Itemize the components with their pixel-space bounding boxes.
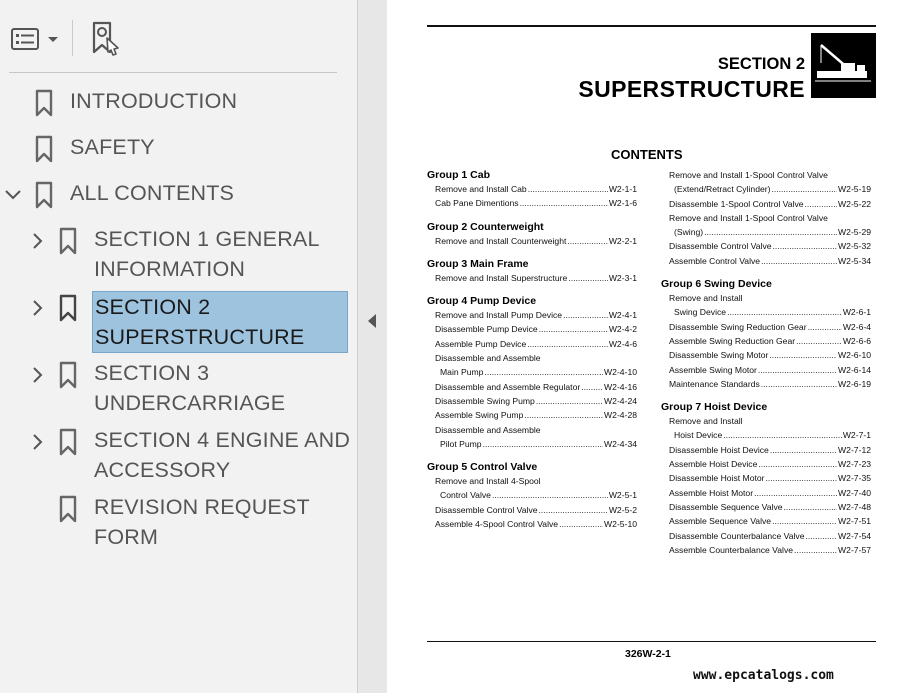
toolbar-divider: [72, 20, 73, 56]
entry-text: Cab Pane Dimentions: [435, 198, 519, 209]
contents-left-column: [427, 168, 637, 531]
entry-text: Remove and Install 1-Spool Control Valve: [669, 212, 828, 223]
contents-entry[interactable]: [427, 503, 637, 517]
contents-entry[interactable]: [427, 408, 637, 422]
crane-logo: [811, 33, 876, 98]
contents-entry[interactable]: [661, 529, 871, 543]
entry-text: Assemble 4-Spool Control Valve: [435, 519, 559, 530]
entry-text: Assemble Sequence Valve: [669, 516, 772, 527]
entry-text: Remove and Install: [669, 293, 743, 304]
bookmark-label[interactable]: [94, 358, 285, 418]
bookmark-label-line: SECTION 3: [94, 361, 210, 385]
contents-group: [427, 257, 637, 285]
leader-dots: [704, 225, 837, 239]
leader-dots: [723, 428, 842, 442]
contents-entry[interactable]: [661, 182, 871, 196]
contents-heading: CONTENTS: [611, 147, 683, 162]
leader-dots: [769, 348, 837, 362]
contents-entry[interactable]: [661, 239, 871, 253]
section-number: SECTION 2: [717, 55, 805, 73]
contents-entry[interactable]: [661, 334, 871, 348]
bookmark-label[interactable]: [94, 425, 350, 485]
entry-page: W2-6-19: [838, 378, 871, 389]
collapse-panel-button[interactable]: [366, 312, 378, 330]
bookmark-label-line: INFORMATION: [94, 257, 246, 281]
leader-dots: [758, 363, 837, 377]
leader-dots: [754, 486, 837, 500]
entry-text: Assemble Hoist Motor: [669, 487, 754, 498]
leader-dots: [808, 320, 842, 334]
leader-dots: [727, 305, 842, 319]
entry-text: Disassemble and Assemble: [435, 424, 541, 435]
entry-text: Assemble Counterbalance Valve: [669, 544, 794, 555]
entry-page: W2-2-1: [608, 235, 637, 246]
contents-group: [427, 220, 637, 248]
find-bookmark-button[interactable]: [84, 18, 124, 58]
entry-text: Disassemble and Assemble Regulator: [435, 381, 581, 392]
entry-text: Disassemble and Assemble: [435, 353, 541, 364]
expand-toggle[interactable]: [28, 298, 46, 318]
group-title: Group 2 Counterweight: [427, 220, 544, 233]
entry-page: W2-6-14: [838, 364, 871, 375]
leader-dots: [770, 443, 837, 457]
chevron-left-icon: [366, 312, 378, 330]
group-title: Group 4 Pump Device: [427, 295, 537, 308]
entry-text: Remove and Install 1-Spool Control Valve: [669, 170, 828, 180]
page-number: 326W-2-1: [625, 648, 671, 660]
bookmark-icon: [34, 135, 54, 163]
bookmark-label[interactable]: [70, 86, 237, 116]
contents-entry[interactable]: [427, 365, 637, 379]
bookmark-label-line: SECTION 2: [95, 295, 211, 319]
entry-page: W2-7-1: [842, 430, 871, 441]
entry-text: Control Valve: [440, 490, 491, 501]
entry-page: W2-7-12: [838, 444, 871, 455]
entry-page: W2-1-6: [608, 198, 637, 209]
contents-group: [661, 168, 871, 268]
bookmark-label-line: SECTION 1 GENERAL: [94, 227, 320, 251]
leader-dots: [539, 322, 608, 336]
bookmark-icon: [34, 181, 54, 209]
leader-dots: [758, 457, 837, 471]
contents-entry[interactable]: [661, 225, 871, 239]
entry-text: Disassemble Swing Pump: [435, 395, 535, 406]
group-title: Group 5 Control Valve: [427, 461, 538, 474]
contents-entry[interactable]: [661, 320, 871, 334]
entry-page: W2-3-1: [608, 272, 637, 283]
entry-page: W2-4-6: [608, 338, 637, 349]
contents-entry[interactable]: [661, 428, 871, 442]
entry-page: W2-5-2: [608, 504, 637, 515]
entry-text: Assemble Control Valve: [669, 255, 761, 266]
entry-page: W2-4-10: [604, 367, 637, 378]
contents-entry[interactable]: [427, 337, 637, 351]
entry-page: W2-7-51: [838, 516, 871, 527]
entry-text: Disassemble Control Valve: [435, 504, 538, 515]
leader-dots: [773, 239, 838, 253]
contents-entry[interactable]: [427, 308, 637, 322]
contents-group: [661, 400, 871, 557]
contents-entry[interactable]: [661, 500, 871, 514]
entry-text: Disassemble Hoist Device: [669, 444, 769, 455]
watermark-text: www.epcatalogs.com: [693, 668, 834, 683]
contents-entry[interactable]: [661, 254, 871, 268]
entry-page: W2-4-1: [608, 310, 637, 321]
entry-text: Disassemble Swing Reduction Gear: [669, 321, 807, 332]
entry-page: W2-4-16: [604, 381, 637, 392]
expand-toggle[interactable]: [28, 432, 46, 452]
bookmark-label-line: FORM: [94, 525, 159, 549]
contents-entry[interactable]: [661, 197, 871, 211]
contents-entry[interactable]: [661, 486, 871, 500]
bookmark-icon: [58, 227, 78, 255]
contents-entry[interactable]: [427, 271, 637, 285]
leader-dots: [528, 182, 608, 196]
contents-entry[interactable]: [661, 363, 871, 377]
leader-dots: [539, 503, 608, 517]
contents-entry[interactable]: [427, 488, 637, 502]
entry-page: W2-6-6: [842, 335, 871, 346]
find-bookmark-icon: [87, 20, 121, 56]
bookmark-label-line: UNDERCARRIAGE: [94, 391, 286, 415]
contents-entry[interactable]: [661, 291, 871, 305]
expand-toggle[interactable]: [28, 231, 46, 251]
entry-page: W2-4-2: [608, 324, 637, 335]
bookmark-label-line: SAFETY: [70, 135, 155, 159]
leader-dots: [771, 182, 837, 196]
entry-page: W2-4-34: [604, 438, 637, 449]
bookmark-label[interactable]: [92, 291, 348, 353]
bookmark-label-line: ACCESSORY: [94, 458, 231, 482]
contents-entry[interactable]: [661, 514, 871, 528]
bookmark-label-line: ALL CONTENTS: [70, 181, 235, 205]
group-title: Group 3 Main Frame: [427, 257, 529, 270]
header-rule: [427, 25, 876, 27]
bookmark-label-line: INTRODUCTION: [70, 89, 238, 113]
bookmarks-toolbar: [0, 0, 358, 74]
entry-text: Assemble Swing Motor: [669, 364, 757, 375]
leader-dots: [761, 377, 837, 391]
entry-text: Assemble Pump Device: [435, 338, 527, 349]
entry-page: W2-4-28: [604, 410, 637, 421]
entry-text: Main Pump: [440, 367, 484, 378]
footer-rule: [427, 641, 876, 642]
bookmark-label[interactable]: [70, 178, 234, 208]
contents-entry[interactable]: [661, 457, 871, 471]
bookmark-label-line: REVISION REQUEST: [94, 495, 310, 519]
contents-group: [427, 460, 637, 531]
entry-page: W2-6-1: [842, 307, 871, 318]
entry-text: Disassemble 1-Spool Control Valve: [669, 198, 804, 209]
bookmark-icon: [34, 89, 54, 117]
bookmark-label-line: SECTION 4 ENGINE AND: [94, 428, 351, 452]
leader-dots: [794, 543, 837, 557]
entry-text: Assemble Hoist Device: [669, 459, 758, 470]
contents-entry[interactable]: [661, 377, 871, 391]
chevron-right-icon: [31, 299, 43, 317]
entry-page: W2-4-24: [604, 395, 637, 406]
contents-right-column: [661, 168, 871, 557]
bookmark-icon: [58, 495, 78, 523]
entry-page: W2-7-54: [838, 530, 871, 541]
leader-dots: [484, 365, 603, 379]
contents-entry[interactable]: [427, 394, 637, 408]
bookmarks-panel: [0, 0, 358, 693]
entry-text: Assemble Swing Pump: [435, 410, 524, 421]
entry-text: Disassemble Control Valve: [669, 241, 772, 252]
chevron-down-icon: [46, 34, 60, 44]
entry-text: Pilot Pump: [440, 438, 482, 449]
chevron-right-icon: [31, 232, 43, 250]
chevron-right-icon: [31, 366, 43, 384]
toolbar-separator: [9, 72, 337, 73]
bookmark-label[interactable]: [70, 132, 155, 162]
bookmark-icon: [58, 361, 78, 389]
leader-dots: [492, 488, 608, 502]
leader-dots: [563, 308, 608, 322]
entry-text: Swing Device: [674, 307, 727, 318]
entry-text: Hoist Device: [674, 430, 723, 441]
contents-entry[interactable]: [661, 348, 871, 362]
chevron-down-icon: [4, 188, 22, 202]
leader-dots: [784, 500, 838, 514]
leader-dots: [520, 196, 608, 210]
entry-page: W2-5-32: [838, 241, 871, 252]
leader-dots: [527, 337, 608, 351]
leader-dots: [772, 514, 837, 528]
crane-icon: [811, 33, 876, 98]
entry-page: W2-7-35: [838, 473, 871, 484]
group-title: Group 6 Swing Device: [661, 278, 772, 291]
leader-dots: [483, 437, 603, 451]
document-page: [387, 0, 905, 693]
leader-dots: [796, 334, 842, 348]
entry-page: W2-5-10: [604, 519, 637, 530]
contents-group: [661, 277, 871, 391]
panel-splitter[interactable]: [358, 0, 386, 693]
contents-entry[interactable]: [661, 168, 871, 182]
entry-text: Disassemble Swing Motor: [669, 350, 769, 361]
leader-dots: [761, 254, 837, 268]
contents-entry[interactable]: [427, 322, 637, 336]
leader-dots: [568, 271, 607, 285]
contents-group: [427, 168, 637, 211]
contents-entry[interactable]: [661, 211, 871, 225]
entry-page: W2-1-1: [608, 184, 637, 194]
entry-text: Remove and Install 4-Spool: [435, 476, 541, 487]
entry-text: (Extend/Retract Cylinder): [674, 184, 771, 195]
bookmark-label[interactable]: [94, 492, 310, 552]
leader-dots: [581, 380, 603, 394]
bookmark-icon: [58, 428, 78, 456]
entry-page: W2-5-29: [838, 227, 871, 238]
entry-page: W2-5-19: [838, 184, 871, 195]
entry-text: (Swing): [674, 227, 704, 238]
entry-text: Remove and Install Counterweight: [435, 235, 567, 246]
leader-dots: [766, 471, 838, 485]
bookmark-label-line: SUPERSTRUCTURE: [95, 325, 305, 349]
leader-dots: [805, 197, 838, 211]
entry-text: Disassemble Counterbalance Valve: [669, 530, 805, 541]
entry-page: W2-5-34: [838, 255, 871, 266]
entry-text: Disassemble Pump Device: [435, 324, 538, 335]
entry-text: Remove and Install Cab: [435, 184, 527, 194]
contents-entry[interactable]: [427, 423, 637, 437]
entry-text: Remove and Install: [669, 416, 743, 427]
entry-text: Remove and Install Superstructure: [435, 272, 568, 283]
bookmark-options-button[interactable]: [8, 22, 62, 56]
entry-text: Disassemble Hoist Motor: [669, 473, 765, 484]
contents-entry[interactable]: [661, 414, 871, 428]
entry-page: W2-6-10: [838, 350, 871, 361]
contents-entry[interactable]: [427, 380, 637, 394]
contents-entry[interactable]: [427, 182, 637, 196]
group-title: Group 1 Cab: [427, 169, 491, 181]
entry-page: W2-7-57: [838, 544, 871, 555]
group-title: Group 7 Hoist Device: [661, 401, 768, 414]
entry-page: W2-7-23: [838, 459, 871, 470]
bookmark-icon: [58, 294, 78, 322]
leader-dots: [536, 394, 603, 408]
entry-text: Assemble Swing Reduction Gear: [669, 335, 796, 346]
contents-entry[interactable]: [427, 474, 637, 488]
contents-entry[interactable]: [427, 517, 637, 531]
bookmark-label[interactable]: [94, 224, 320, 284]
contents-entry[interactable]: [661, 543, 871, 557]
collapse-toggle[interactable]: [4, 185, 22, 205]
contents-entry[interactable]: [661, 471, 871, 485]
contents-entry[interactable]: [661, 305, 871, 319]
section-title: SUPERSTRUCTURE: [578, 76, 805, 102]
contents-entry[interactable]: [661, 443, 871, 457]
entry-page: W2-5-1: [608, 490, 637, 501]
bookmark-options-icon: [10, 27, 40, 51]
entry-text: Maintenance Standards: [669, 378, 760, 389]
leader-dots: [806, 529, 838, 543]
leader-dots: [567, 234, 607, 248]
contents-group: [427, 294, 637, 451]
entry-text: Disassemble Sequence Valve: [669, 501, 783, 512]
entry-page: W2-7-40: [838, 487, 871, 498]
chevron-right-icon: [31, 433, 43, 451]
entry-page: W2-5-22: [838, 198, 871, 209]
contents-entry[interactable]: [427, 351, 637, 365]
entry-page: W2-7-48: [838, 501, 871, 512]
entry-page: W2-6-4: [842, 321, 871, 332]
expand-toggle[interactable]: [28, 365, 46, 385]
contents-entry[interactable]: [427, 196, 637, 210]
contents-entry[interactable]: [427, 437, 637, 451]
contents-entry[interactable]: [427, 234, 637, 248]
entry-text: Remove and Install Pump Device: [435, 310, 563, 321]
leader-dots: [524, 408, 603, 422]
leader-dots: [559, 517, 603, 531]
